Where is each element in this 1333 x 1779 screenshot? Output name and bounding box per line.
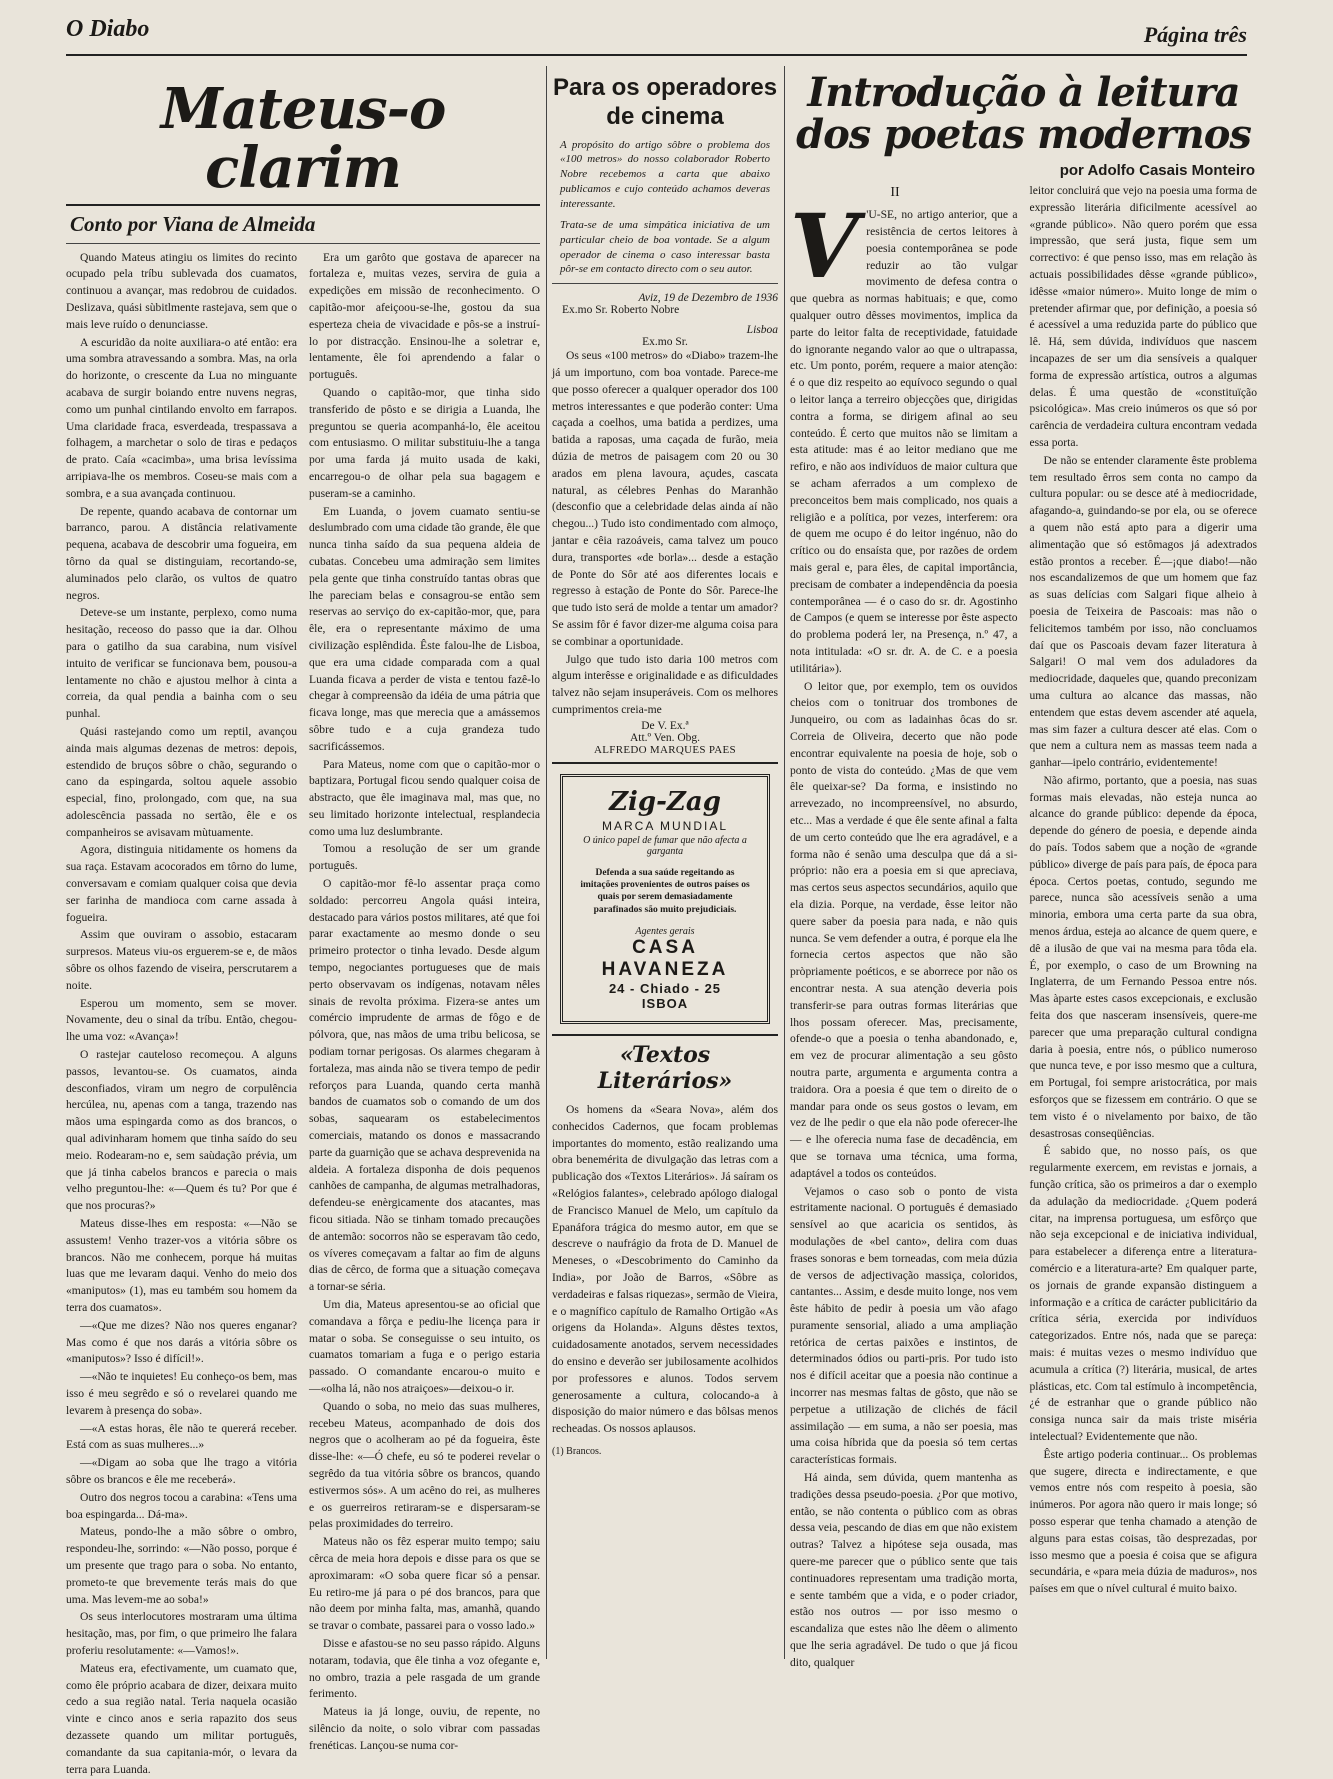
paragraph: O leitor que, por exemplo, tem os ouvidos cheios com o tonitruar dos trombones de Junqueiro, ou com as ladainhas ôcas do sr. Correia de Oliveira, decerto que não pode encontrar equivalente na poesia de hoje, sob o ponto de vista do conteúdo. ¿Mas de que vem êle queixar-se? Da forma, e insistindo no arrevezado, no incompreensível, no absurdo, etc... Mas a verdade é que êle sente afinal a falta de um certo conteúdo que lhe era agradável, e a forma não é senão uma desculpa que dá a si-próprio: não era a poesia em si que apreciava, mas certos seus aspectos secundários, aquilo que ela dizia. Porque, na verdade, êsse leitor não quere saber da poesia para nada, e não quis nunca. Se vem defender a outra, é porque ela lhe fornecia certos aspectos que não são pròpriamente poéticos, e se aborrece por não os encontrar nesta. A sua atenção deveria pois transferir-se para outras formas literárias que lhos possam oferecer. Mas, precisamente, ofende-o que a poesia o tenha abandonado, e, em vez de procurar alimentação a seu gôsto noutra parte, argumenta e argumenta contra a traidora. Ora a poesia é que tem o direito de o mandar para onde os seus gostos o levam, em vez de lhe pedir o que ela não pode oferecer-lhe — e lhe oferecia numa fase de decadência, em que se tornava uma técnica, uma forma, adaptável a todos os conteúdos. [790, 679, 1018, 1180]
letter-city: Lisboa [746, 324, 778, 337]
paragraph: Mateus não os fêz esperar muito tempo; saiu cêrca de meia hora depois e disse para os que se aproximaram: «O soba quere ficar só a pensar. Eu retiro-me já para o pé dos brancos, para que não deem por minha falta, mas, amanhã, quando se travar o combate, passarei para o vosso lado.» [309, 1535, 540, 1633]
story-poetas [790, 62, 1257, 1669]
letter-rule [552, 762, 778, 764]
story-byline: por Adolfo Casais Monteiro [1059, 162, 1255, 179]
letter-intro-2: Trata-se de uma simpática iniciativa de um particular cheio de boa vontade. Se a algum operador de cinema o caso interessar basta pôr-se em contacto directo com o seu autor. [560, 218, 770, 276]
paragraph: Não afirmo, portanto, que a poesia, nas suas formas mais elevadas, não esteja nunca ao alcance do grande público: depende da época, depende do género de poesia, e depende ainda do país. Todos sabem que a noção de «grande público» diverge de país para país, de época para época. Certos poetas, contudo, segundo me parece, nunca são acessíveis senão a uma minoria, embora uma certa parte da sua obra, menos árdua, esteja ao alcance de quem quere, e dê a ilusão de que vai na mesma para tôda ela. É, por exemplo, o caso de um Browning na Inglaterra, de um Fernando Pessoa entre nós. Mas àparte estes casos excepcionais, e exclusão feita dos que nasceram insensíveis, quere-me parecer que uma preparação cultural condigna daria à poesia, entre nós, o público numeroso que nunca teve, e por isso mesmo que a cultura, em Portugal, foi sempre aristocrática, por mais esforços que se fizessem em contrário. O que se tem visto é o nivelamento por baixo, de tão desastrosas conseqüências. [1029, 773, 1257, 1140]
part-number: II [890, 185, 900, 200]
paragraph: Outro dos negros tocou a carabina: «Tens uma boa espingarda... Dá-ma». [66, 1490, 297, 1521]
paragraph: Quando o soba, no meio das suas mulheres, recebeu Mateus, acompanhado de dois dos negros que o acolheram ao pé da fogueira, êste disse-lhe: «—Ó chefe, eu só te poderei revelar o segrêdo da tua vitória sôbre os brancos, quando estivermos sós». A um acêno do rei, as mulheres e os guerreiros retiraram-se e dispersaram-se pelas proximidades do terreiro. [309, 1399, 540, 1531]
textos-title: «Textos Literários» [597, 1042, 733, 1095]
paragraph: Quando Mateus atingiu os limites do recinto ocupado pela tríbu sublevada dos cuamatos, continuou a avançar, mas redobrou de cuidados. Deslizava, quási sùbitlmente rastejava, sem que o mais leve ruído o denunciasse. [66, 250, 297, 331]
paragraph: Para Mateus, nome com que o capitão-mor o baptizara, Portugal ficou sendo qualquer coisa de abstracto, que êle imaginava mal, mas que, no seu limitado horizonte intelectual, resplandecia como uma luz deslumbrante. [309, 757, 540, 838]
paragraph: A escuridão da noite auxiliara-o até então: era uma sombra atravessando a sombra. Mas, na orla do horizonte, o crescente da Lua no minguante acabava de surgir boiando entre nuvens negras, como um punhal cintilando envolto em farrapos. Uma claridade fraca, esverdeada, trespassava a folhagem, a marchetar o solo de tiras e pedaços de prato. Caía «cacimba», uma brisa levíssima arripiava-lhe os membros. Coseu-se mais com a sombra, e a sua avançada continuou. [66, 335, 297, 500]
paragraph: Julgo que tudo isto daria 100 metros com algum interêsse e originalidade e as dificuldades talvez não sejam insuperáveis. Com os melhores cumprimentos creia-me [552, 652, 778, 716]
column-rule [784, 66, 785, 1659]
paragraph-text: 'U-SE, no artigo anterior, que a resistência de certos leitores à poesia contemporânea se pode reduzir ao tão vulgar movimento de defesa contra o que quebra as normas habituais; e que, como qualquer outro dêsses movimentos, implica da parte do leitor falta de receptividade, fatuidade do ignorante negando valor ao que o ultrapassa, etc. Um ponto, porém, requere a maior atenção: é o que diz respeito ao equívoco segundo o qual o leitor lança a terreiro objecções que, dirigidas contra a forma, se dirigem afinal ao seu conteúdo. É certo que muitos não se limitam a esta atitude: mas é ao leitor mediano que me refiro, e não aos indivíduos de maior cultura que se acham aferrados a um complexo de preconceitos bem mais complicado, nos quais a religião e a política, por vezes, interferem: ora de quem me ocupo é do leitor ingénuo, não do crítico ou do ensaísta que, por razões de ordem mais geral e, para êles, de capital importância, precisam de combater a independência da poesia contemporânea — é o caso do sr. dr. Agostinho de Campos (e quem se interesse por êste aspecto do problema poderá ler, na Presença, n.º 47, a nota intitulada: «O sr. dr. A. de C. e a poesia utilitária»). [790, 208, 1018, 675]
ad-warning: Defenda a sua saúde regeitando as imitações provenientes de outros países os quais por serem demasiadamente parafinados são muito prejudiciais. [580, 867, 750, 915]
letter-signature: ALFREDO MARQUES PAES [594, 743, 736, 756]
ad-tagline: O único papel de fumar que não afecta a garganta [583, 834, 747, 857]
paragraph: Os seus interlocutores mostraram uma última hesitação, mas, por fim, o que primeiro lhe falara proferiu resolutamente: «—Vamos!». [66, 1610, 297, 1657]
drop-cap: V [790, 194, 859, 299]
letter-body [552, 348, 778, 719]
letter-closing-2: Att.º Ven. Obg. [629, 731, 701, 744]
paragraph: —«Que me dizes? Não nos queres enganar? Mas como é que nos darás a vitória sôbre os «maniputos»? Isso é difícil!». [66, 1318, 297, 1366]
story-column-2 [309, 250, 540, 1779]
paragraph: —«Digam ao soba que lhe trago a vitória sôbre os brancos e êle me receberá». [66, 1456, 297, 1486]
paragraph: Mateus, pondo-lhe a mão sôbre o ombro, respondeu-lhe, sorrindo: «—Não posso, porque é um presente que trago para o soba. No entanto, prometo-te que brevemente terás mais do que uma. Mas levem-me ao soba!» [66, 1525, 297, 1606]
paragraph: Mateus disse-lhes em resposta: «—Não se assustem! Venho trazer-vos a vitória sôbre os brancos. Não me conhecem, porque há muitas luas que me levaram daqui. Venho do meio dos «maniputos» (1), mas eu também sou homem da terra dos cuamatos». [66, 1217, 297, 1314]
paragraph [790, 194, 1018, 677]
paragraph: Quási rastejando como um reptil, avançou ainda mais algumas dezenas de metros: depois, estendido de bruços sôbre o chão, segurando o cano da espingarda, soltou aquele assobio especial, fino, prolongado, com que, na sua adolescência passada no sertão, êle e os companheiros se avisavam mùtuamente. [66, 724, 297, 839]
middle-column [552, 62, 778, 1661]
story-columns [790, 183, 1257, 1673]
paragraph: Um dia, Mateus apresentou-se ao oficial que comandava a fôrça e pediu-lhe licença para ir matar o soba. Se conseguisse o seu intuito, os cuamatos tomariam a fuga e o perigo estaria passado. O comandante encarou-o muito e—«olha lá, não nos atraiçoes»—deixou-o ir. [309, 1298, 540, 1395]
paragraph: Vejamos o caso sob o ponto de vista estritamente nacional. O português é demasiado sensível ao que acaricia os sentidos, às modulações de «bel canto», delira com duas frases sonoras e bem torneadas, com meia dúzia de versos de adjectivação massiça, coloridos, cantantes... Assim, e desde muito longe, nos vem êste hábito de pedir à poesia um vão afago puramente sensorial, aliado a uma ampliação retórica de certas paixões e instintos, de determinados ódios ou parti-pris. Por tudo isto nos é difícil aceitar que a poesia não continue a incorrer nas mesmas faltas de gôsto, que não se perpetue a utilização de clichés de fácil assimilação — em suma, a não ser poesia, mas uma coisa híbrida que da poesia só tem certas características formais. [790, 1184, 1018, 1467]
textos-body [552, 1102, 778, 1438]
story-title: Introdução à leitura dos poetas modernos [796, 69, 1251, 158]
ad-city: ISBOA [641, 996, 689, 1012]
story-byline: Conto por Viana de Almeida [70, 211, 316, 236]
ad-address: 24 - Chiado - 25 [608, 981, 722, 997]
paragraph: De não se entender claramente êste problema tem resultado êrros sem conta no campo da cultura popular: ou se desce até à mediocridade, afagando-a, guindando-se por ela, ou se oferece a quem não está apto para a digerir uma alimentação que só estômagos já adextrados estão prontos a receber. É—¡que diabo!—não nos escandalizemos de que um homem que faz as suas delícias com Salgari fique alheio à poesia de Teixeira de Pascoais: mas não o felicitemos também por isso, não concluamos daí que os Pascoais devam fazer literatura à Salgari! O mal vem dos aduladores da mediocridade, daqueles que, quando preconizam uma cultura ao alcance das massas, não entendem que estas devem ascender até aquela, mas sim fazer a cultura descer até elas. Com o que nem a cultura nem as massas teem nada a ganhar—ipelo contrário, evidentemente! [1029, 453, 1257, 770]
paragraph: Tomou a resolução de ser um grande português. [309, 842, 540, 873]
story-title: Mateus-o clarim [160, 76, 446, 201]
letter-intro: A propósito do artigo sôbre o problema dos «100 metros» do nosso colaborador Roberto Nobre recebemos a carta que abaixo publicamos e cujo conteúdo achamos deveras interessante. [560, 138, 770, 210]
paragraph: Era um garôto que gostava de aparecer na fortaleza e, muitas vezes, servira de guia a expedições em missão de reconhecimento. O capitão-mor afeiçoou-se-lhe, gostou da sua esperteza cheia de vivacidade e pôs-se a instruí-lo por distracção. Ensinou-lhe a soletrar e, lentamente, êle foi aprendendo a falar o português. [309, 250, 540, 382]
paragraph: O capitão-mor fê-lo assentar praça como soldado: percorreu Angola quási inteira, destacado para vários postos militares, até que foi parar exactamente ao mesmo donde o seu primeiro protector o tinha levado. Desde algum tempo, negociantes portugueses que de mais perto observavam os indígenas, notavam nêles sinais de revolta próxima. Fizera-se antes um comércio imprudente de armas de fôgo e de pólvora, que, nas mãos de uma tribu belicosa, se podiam tornar perigosas. Os alarmes chegaram à fortaleza, mas ainda não se tivera tempo de pedir reforços para Luanda, quando certa manhã bandos de cuamatos sob o comando de um dos sobas, saquearam os estabelecimentos comerciais, matando os donos e massacrando parte da guarnição que se achava desprevenida na aldeia. A fortaleza disponha de dois pequenos canhões de campanha, de algumas metralhadoras, defendeu-se enèrgicamente dos atacantes, mas ficou sitiada. Não se tinham tomado precauções de antemão: socorros não se esperavam tão cedo, os víveres começavam a faltar ao fim de alguns dias de cêrco, de forma que a situação começava a tornar-se séria. [309, 877, 540, 1294]
ad-mark: MARCA MUNDIAL [601, 818, 728, 833]
story-mateus [66, 62, 540, 1776]
ad-brand: Zig-Zag [609, 786, 721, 817]
title-rule [66, 204, 540, 206]
paragraph: Em Luanda, o jovem cuamato sentiu-se deslumbrado com uma cidade tão grande, êle que nunca tinha saído da sua pequena aldeia de cubatas. Concebeu uma admiração sem limites pela gente que tinha construído tantas obras que lhe pareciam belas e consagrou-se então sem reservas ao serviço do ex-capitão-mor, que, para êle, era o representante máximo de uma civilização esplêndida. Êste falou-lhe de Lisboa, que era uma cidade comparada com a qual Luanda ficava a perder de vista e tentou fazê-lo chegar à compreensão da idéia de uma pátria que ficava longe, mas que merecia que a amássemos sôbre tudo e a cuja grandeza tudo sacrificássemos. [309, 504, 540, 753]
letter-title: Para os operadores de cinema [552, 74, 778, 130]
paragraph: leitor concluirá que vejo na poesia uma forma de expressão literária dificilmente acessível ao «grande público». Não quero porém que essa impressão, que será justa, fique sem um correctivo: é que penso isso, mas em relação às actuais possibilidades dêsse «grande público», idêsse «maior número». Muito longe de mim o pretender afirmar que, por definição, a poesia só é acessível a uma reduzida parte do público que lê. Há, sem dúvida, indivíduos que nascem incapazes de ser um dia sensíveis a qualquer forma de expressão artística, outros a algumas delas. É uma questão de «constituïção psicológica». Mas creio inúmeros os que só por carência de verdadeira cultura encontram vedada essa porta. [1029, 184, 1257, 449]
textos-rule [552, 1034, 778, 1036]
column-rule [546, 66, 547, 1659]
ad-store: CASA HAVANEZA [601, 937, 729, 981]
paragraph: De repente, quando acabava de contornar um barranco, parou. A distância relativamente pequena, acabava de descobrir uma fogueira, em tôrno da qual se distinguiam, recortando-se, aluminados pelo clarão, os vultos de quatro negros. [66, 504, 297, 602]
story-column-1 [66, 250, 297, 1779]
paragraph: Esperou um momento, sem se mover. Novamente, deu o sinal da tríbu. Então, chegou-lhe uma voz: «Avança»! [66, 996, 297, 1044]
letter-date: Aviz, 19 de Dezembro de 1936 [638, 292, 778, 305]
top-rule [66, 54, 1247, 56]
letter-addressee: Ex.mo Sr. Roberto Nobre [562, 304, 680, 317]
paragraph: Agora, distinguia nitidamente os homens da sua raça. Estavam acocorados em tôrno do lume, conversavam e comiam qualquer coisa que devia ser farinha de mandioca com carne assada à fogueira. [66, 843, 297, 924]
story-column-2 [1030, 183, 1258, 1673]
zigzag-advertisement [560, 774, 770, 1024]
paragraph: Disse e afastou-se no seu passo rápido. Alguns notaram, todavia, que êle tinha a voz ofegante e, no ombro, trazia a pele rasgada de um grande ferimento. [309, 1636, 540, 1701]
footnote: (1) Brancos. [552, 1446, 602, 1458]
letter-salutation: Ex.mo Sr. [642, 336, 688, 349]
paragraph: É sabido que, no nosso país, os que regularmente exercem, em revistas e jornais, a função crítica, são os primeiros a dar o exemplo da adulação da mediocridade. ¿Quem poderá citar, na imprensa portuguesa, um esfôrço que não seja excepcional e de iniciativa individual, para estabelecer a diferença entre a literatura-comércio e a literatura-arte? Em qualquer parte, os jornais de grande expansão distinguem a informação e a crítica de carácter publicitário da crítica séria, exercida por indivíduos categorizados. Entre nós, nada que se pareça: mais: é muitas vezes o mesmo indivíduo que acumula a crítica (?) literária, musical, de artes plásticas, etc. Com tal estímulo à incompetência, ¿é de estranhar que o grande público não consiga nunca sair da mais triste miséria intelectual? Evidentemente que não. [1029, 1144, 1257, 1443]
paragraph: Mateus ia já longe, ouviu, de repente, no silêncio da noite, o solo vibrar com passadas frenéticas. Lançou-se numa cor- [309, 1705, 540, 1752]
page-number: Página três [1143, 22, 1247, 47]
paragraph: Mateus era, efectivamente, um cuamato que, como êle próprio acabara de dizer, deixara muito cedo a sua região natal. Teria naquela ocasião vinte e cinco anos e seria rapazito dos seus dezassete quando um militar português, comandante da sua capitania-mór, o levara da terra para Luanda. [66, 1661, 297, 1776]
paragraph: Deteve-se um instante, perplexo, como numa hesitação, receoso do passo que ia dar. Olhou para o gatilho da sua carabina, num visível intuito de verificar se funcionava bem, pousou-a lentamente no chão e ajustou melhor à cinta a correia, da qual pendia a bainha com o seu punhal. [66, 606, 297, 721]
ad-agents: Agentes gerais [635, 926, 695, 938]
masthead-left: O Diabo [66, 16, 150, 42]
story-column-1 [790, 183, 1018, 1673]
paragraph: —«A estas horas, êle não te quererá receber. Está com as suas mulheres...» [66, 1421, 297, 1452]
paragraph: Há ainda, sem dúvida, quem mantenha as tradições dessa pseudo-poesia. ¿Por que motivo, então, se não contenta o público com as obras dessa veia, pescando de dias em que não existem outras? Talvez a hipótese seja ousada, mas quere-me parecer que o público sente que tais continuadores representam uma tradição morta, e sente também que a vida, e o poder criador, estão nos outros — por isso mesmo o escandaliza que estes não lhe dêem o alimento que lhe seria agradável. De tudo o que já ficou dito, qualquer [790, 1471, 1018, 1669]
paragraph: Êste artigo poderia continuar... Os problemas que sugere, directa e indirectamente, e que vemos entre nós com respeito à poesia, são inúmeros. Por agora não quero ir mais longe; só posso esperar que tenha chamado a atenção de alguns para estas coisas, tão desprezadas, por isso mesmo que a poesia é coisa que se afigura secundária, e «para meia dúzia de maduros», nos países em que o nível cultural é muito baixo. [1029, 1447, 1257, 1596]
paragraph: Assim que ouviram o assobio, estacaram surpresos. Mateus viu-os erguerem-se e, de mãos sôbre os olhos fazendo de viseira, perscrutarem a noite. [66, 928, 297, 992]
intro-rule [552, 283, 778, 284]
paragraph: Quando o capitão-mor, que tinha sido transferido de pôsto e se dirigia a Luanda, lhe preguntou se queria acompanhá-lo, êle aceitou com entusiasmo. O militar substituiu-lhe a tanga por uma farda já muito usada de kaki, encarregou-o de olhar pela sua bagagem e puseram-se a caminho. [309, 385, 540, 500]
paragraph: Os homens da «Seara Nova», além dos conhecidos Cadernos, que focam problemas importantes do momento, estão realizando uma obra benemérita de divulgação das letras com a publicação dos «Textos Literários». Já saíram os «Relógios falantes», celebrado apólogo dialogal de Francisco Manuel de Melo, um capítulo da Epanáfora trágica do mesmo autor, em que se descreve o naufrágio da frota de D. Manuel de Meneses, o «Descobrimento do Caminho da India», por João de Barros, «Sôbre as verdadeiras e falsas riquezas», sermão de Vieira, e o magnífico capítulo de Ramalho Ortigão «As origens da Holanda». Alguns dêstes textos, cuidadosamente anotados, servem necessidades do ensino e deverão ser jubilosamente acolhidos por professores e alunos. Todos servem generosamente a cultura, colocando-a à disposição do maior número e das bôlsas menos recheadas. Os nossos aplausos. [552, 1103, 778, 1436]
paragraph: O rastejar cauteloso recomeçou. A alguns passos, levantou-se. Os cuamatos, ainda desconfiados, viram um negro de corpulência hercúlea, nu, apenas com a tanga, trazendo nas mãos uma espingarda como as dos brancos, o qual adivinharam homem que tinha saído do seu meio. Rodearam-no e, sem saùdação prévia, um que já tinha cabelos brancos e parecia o mais velho preguntou-lhe: «—Quem és tu? Por que é que nos procuras?» [66, 1048, 297, 1213]
paragraph: Os seus «100 metros» do «Diabo» trazem-lhe já um importuno, com boa vontade. Parece-me que posso oferecer a qualquer operador dos 100 metros interessantes e que poderão conter: Uma caçada a coelhos, uma batida a perdizes, uma batida a raposas, uma caçada de furão, meia dúzia de metros de paisagem com 20 ou 30 arados em plena lavoura, açudes, cascata natural, as célebres Penhas do Maranhão (desconfio que a celebridade delas ainda aí não chegou...) Tudo isto condimentado com almoço, jantar e cêia razoáveis, cama talvez um pouco dura, transportes «de borla»... desde a estação de Ponte do Sôr até aos diferentes locais e regresso à estação de Ponte do Sôr. Parece-lhe que tudo isto será de molde a tentar um amador? Se assim fôr é favor dizer-me alguma coisa para se combinar a oportunidade. [552, 349, 778, 648]
paragraph: —«Não te inquietes! Eu conheço-os bem, mas isso é meu segrêdo e só o revelarei quando me levarem à presença do soba». [66, 1370, 297, 1417]
letter-closing: De V. Ex.ª [641, 719, 689, 732]
story-columns [66, 250, 540, 1779]
byline-rule [66, 243, 540, 244]
